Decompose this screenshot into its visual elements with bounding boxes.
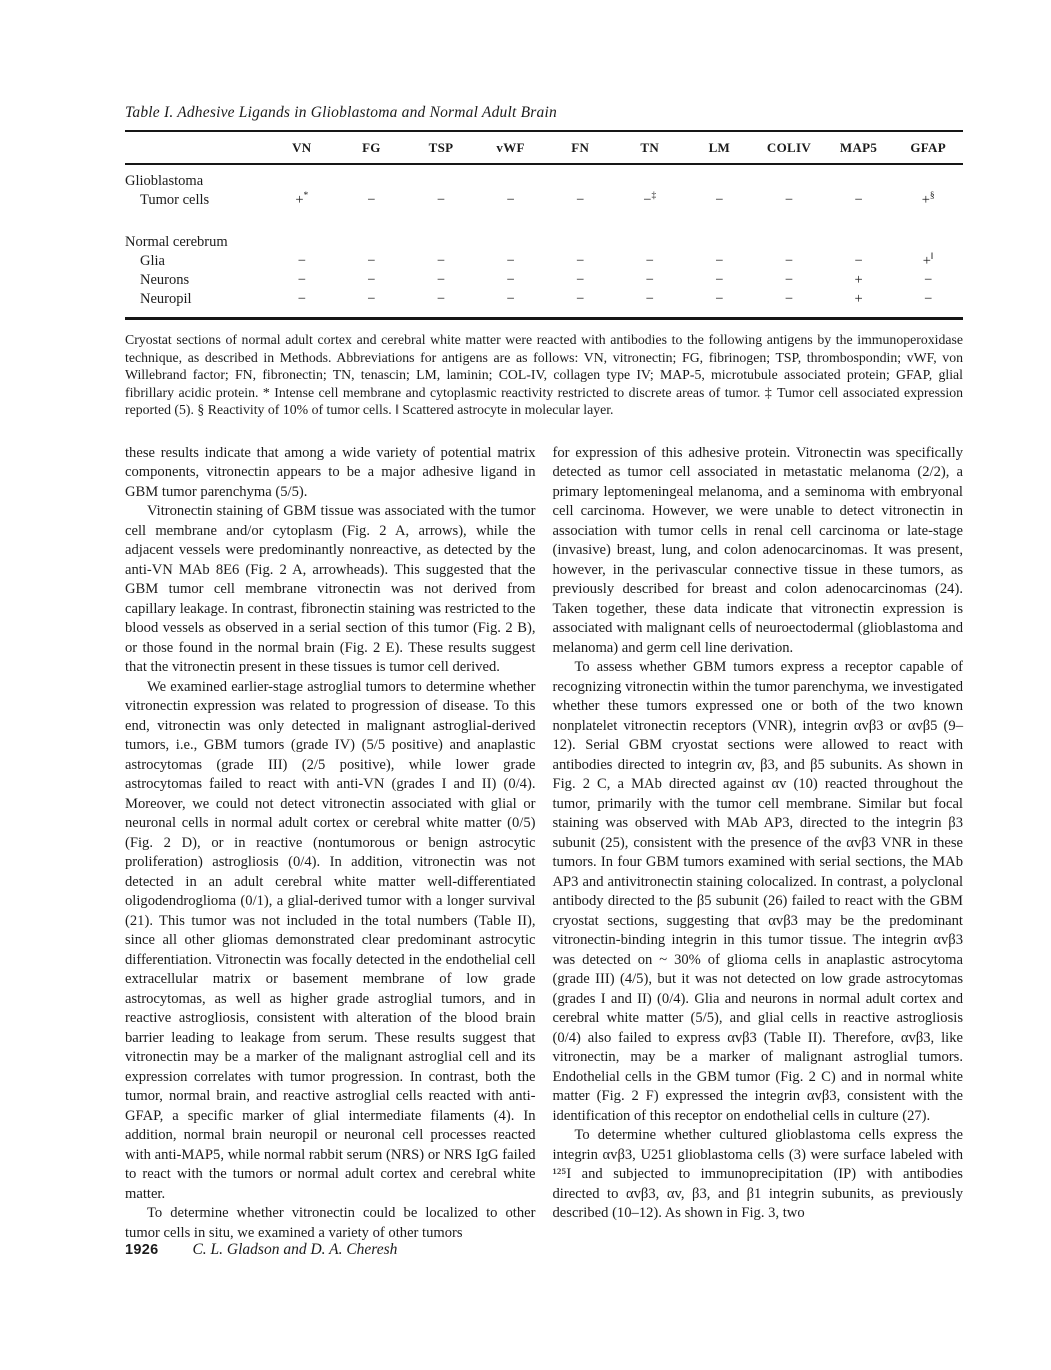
group-label-row bbox=[125, 164, 963, 191]
page-number: 1926 bbox=[125, 1242, 159, 1258]
table-cell: − bbox=[576, 192, 585, 208]
column-header: VN bbox=[267, 131, 337, 164]
table-cell: − bbox=[645, 272, 654, 288]
table-cell: − bbox=[506, 272, 515, 288]
table-row bbox=[125, 191, 963, 210]
table-row bbox=[125, 252, 963, 271]
body-text bbox=[125, 444, 963, 1244]
left-column bbox=[125, 444, 536, 1244]
table-cell: + bbox=[854, 272, 863, 288]
paragraph: To determine whether cultured glioblastoma cells express the integrin αvβ3, U251 glioblastoma cells (3) were surface labeled with ¹²⁵I and subjected to immunoprecipitation (IP) with antibodies directed to αvβ3, αv, β3, and β1 integrin subunits, as previously described (10–12). As shown in Fig. 3, two bbox=[552, 1127, 963, 1222]
row-label: Neuropil bbox=[140, 291, 192, 307]
footnote-marker: § bbox=[929, 191, 935, 202]
column-header: TN bbox=[615, 131, 685, 164]
page-footer bbox=[125, 1241, 397, 1259]
group-spacer bbox=[125, 210, 963, 226]
table-title: Table I. Adhesive Ligands in Glioblastoma and Normal Adult Brain bbox=[125, 104, 557, 121]
table-cell: − bbox=[784, 253, 794, 269]
table-cell: − bbox=[784, 272, 794, 288]
paragraph: these results indicate that among a wide variety of potential matrix components, vitronectin appears to be a major adhesive ligand in GBM tumor parenchyma (5/5). bbox=[125, 444, 536, 500]
column-header: LM bbox=[685, 131, 755, 164]
paragraph: To assess whether GBM tumors express a receptor capable of recognizing vitronectin within the tumor parenchyma, we investigated whether these tumors expressed one or both of the two known nonplatelet vitronectin receptors (VNR), integrin αvβ3 or αvβ5 (9–12). Serial GBM cryostat sections were allowed to react with antibodies directed to integrin αv, β3, and β5 subunits. As shown in Fig. 2 C, a MAb directed against αv (10) reacted throughout the tumor, primarily with the tumor cell membrane. Similar but focal staining was observed with MAb AP3, directed to the integrin β3 subunit (25), consistent with the presence of the αvβ3 VNR in these tumors. In four GBM tumors examined with serial sections, the MAb AP3 and antivitronectin staining colocalized. In contrast, a polyclonal antibody directed to the β5 subunit (26) failed to react with the GBM cryostat sections, suggesting that αvβ3 may be the predominant vitronectin-binding integrin in this tumor tissue. The integrin αvβ3 was detected on ~ 30% of glioma cells in anaplastic astrocytoma (grade III) (4/5), but it was not detected on low grade astrocytomas (grades I and II) (0/4). Glia and neurons in normal adult cortex and cerebral white matter (5/5), and glial cells in reactive astrogliosis (0/4) also failed to express αvβ3 (Table II). Therefore, αvβ3, like vitronectin, may be a marker of malignant astroglial tumors. Endothelial cells in the GBM tumor (Fig. 2 C) and in normal white matter (Fig. 2 F) expressed the integrin αvβ3, consistent with the identification of this receptor on endothelial cells in culture (27). bbox=[552, 659, 963, 1124]
column-header: TSP bbox=[406, 131, 476, 164]
paragraph: for expression of this adhesive protein. Vitronectin was specifically detected as tumor cell associated in metastatic melanoma (2/2), a primary leptomeningeal melanoma, and a seminoma with embryonal cell carcinoma. However, we were unable to detect vitronectin in association with tumor cells in renal cell carcinoma or late-stage (invasive) breast, lung, and colon adenocarcinomas. It was present, however, in the perivascular connective tissue in these tumors, as previously described for breast and colon adenocarcinomas (24). Taken together, these data indicate that vitronectin expression is associated with malignant cells of neuroectodermal (glioblastoma and melanoma) and germ cell line derivation. bbox=[552, 444, 963, 656]
table-cell: − bbox=[854, 192, 863, 208]
column-header: vWF bbox=[476, 131, 546, 164]
table-cell: + bbox=[854, 291, 863, 307]
table-head bbox=[125, 131, 963, 164]
paragraph: Vitronectin staining of GBM tissue was associated with the tumor cell membrane and/or cytoplasm (Fig. 2 A, arrows), while the adjacent vessels were predominantly nonreactive, as detected by the anti-VN MAb 8E6 (Fig. 2 A, arrowheads). This suggested that the GBM tumor cell membrane vitronectin was not derived from capillary leakage. In contrast, fibronectin staining was restricted to the blood vessels as observed in a serial section of this tumor (Fig. 2 B), or those found in the normal brain (Fig. 2 E). These results suggest that the vitronectin present in these tissues is tumor cell derived. bbox=[125, 503, 536, 676]
table-cell: − bbox=[436, 253, 446, 269]
table-cell: − bbox=[506, 192, 515, 208]
table-cell: − bbox=[506, 253, 515, 269]
table-cell: − bbox=[924, 272, 933, 288]
table-cell: − bbox=[367, 291, 376, 307]
table-cell: − bbox=[715, 272, 724, 288]
table-cell: − bbox=[645, 291, 654, 307]
table-cell: − bbox=[367, 272, 376, 288]
table-cell: − bbox=[297, 272, 306, 288]
right-column bbox=[553, 444, 964, 1244]
adhesive-ligands-table bbox=[125, 130, 963, 320]
table-cell: − bbox=[367, 253, 376, 269]
table-cell: − bbox=[436, 192, 446, 208]
table-cell: − bbox=[784, 291, 794, 307]
table-cell: − bbox=[924, 291, 933, 307]
running-authors: C. L. Gladson and D. A. Cheresh bbox=[192, 1241, 398, 1258]
table-footnote: Cryostat sections of normal adult cortex and cerebral white matter were reacted with antibodies to the following antigens by the immunoperoxidase technique, as described in Methods. Abbreviations for antigens are as follows: VN, vitronectin; FG, fibrinogen; TSP, thrombospondin; vWF, von Willebrand factor; FN, fibronectin; TN, tenascin; LM, laminin; COL-IV, collagen type IV; MAP-5, microtubule associated protein; GFAP, glial fibrillary acidic protein. * Intense cell membrane and cytoplasmic reactivity restricted to discrete areas of tumor. ‡ Tumor cell associated expression reported (5). § Reactivity of 10% of tumor cells. ‖ Scattered astrocyte in molecular layer. bbox=[125, 332, 963, 418]
paragraph: To determine whether vitronectin could be localized to other tumor cells in situ, we examined a variety of other tumors bbox=[125, 1205, 536, 1241]
table-cell: − bbox=[576, 291, 585, 307]
footnote-marker: * bbox=[303, 191, 309, 202]
column-header: MAP5 bbox=[824, 131, 894, 164]
table-header-row bbox=[125, 131, 963, 164]
row-label: Glia bbox=[140, 253, 165, 269]
table-cell: +* bbox=[295, 191, 309, 208]
table-cell: +§ bbox=[921, 191, 935, 208]
row-label: Neurons bbox=[140, 272, 190, 288]
table-cell: − bbox=[297, 291, 306, 307]
table-cell: − bbox=[576, 253, 585, 269]
table-row bbox=[125, 271, 963, 290]
table-cell: −‡ bbox=[643, 191, 657, 208]
table-body bbox=[125, 164, 963, 319]
group-label: Glioblastoma bbox=[125, 173, 204, 189]
paragraph: We examined earlier-stage astroglial tumors to determine whether vitronectin expression was related to progression of disease. To this end, vitronectin was only detected in malignant astroglial-derived tumors, i.e., GBM tumors (grade IV) (5/5 positive) and anaplastic astrocytomas (grade III) (2/5 positive), while lower grade astrocytomas failed to react with anti-VN (grades I and II) (0/4). Moreover, we could not detect vitronectin associated with glial or neuronal cells in normal adult cortex or cerebral white matter (0/5) (Fig. 2 D), or in reactive (nontumorous or benign astrocytic proliferation) astrogliosis (0/4). In addition, vitronectin was not detected in an adult cerebral white matter well-differentiated oligodendroglioma (0/1), a glial-derived tumor with a longer survival (21). This tumor was not included in the total numbers (Table II), since all other gliomas demonstrated clear predominant astrocytic differentiation. Vitronectin was focally detected in the endothelial cell extracellular matrix or basement membrane of low grade astrocytomas, as well as higher grade astroglial tumors, and in reactive astrogliosis, consistent with alteration of the blood brain barrier leading to leakage from serum. These results suggest that vitronectin may be a marker of the malignant astroglial cell and its expression correlates with tumor progression. In contrast, both the tumor, normal brain, and reactive astroglial cells reacted with anti-GFAP, a specific marker of glial intermediate filaments (4). In addition, normal brain neuropil or neuronal cell processes reacted with anti-MAP5, while normal rabbit serum (NRS) or NRS IgG failed to react with the tumors or normal adult cortex and cerebral white matter. bbox=[125, 678, 536, 1202]
table-cell: − bbox=[645, 253, 654, 269]
table-cell: − bbox=[715, 291, 724, 307]
table-cell: +‖ bbox=[922, 252, 934, 269]
column-header: COLIV bbox=[754, 131, 824, 164]
row-label: Tumor cells bbox=[140, 192, 210, 208]
table-cell: − bbox=[367, 192, 376, 208]
table-cell: − bbox=[784, 192, 794, 208]
footnote-marker: ‖ bbox=[930, 252, 934, 263]
table-cell: − bbox=[715, 253, 724, 269]
page-content bbox=[125, 104, 963, 1243]
table-cell: − bbox=[297, 253, 306, 269]
group-label: Normal cerebrum bbox=[125, 234, 228, 250]
column-header: FN bbox=[545, 131, 615, 164]
table-cell: − bbox=[436, 272, 446, 288]
table-cell: − bbox=[436, 291, 446, 307]
table-cell: − bbox=[506, 291, 515, 307]
footnote-marker: ‡ bbox=[651, 191, 657, 202]
table-cell: − bbox=[576, 272, 585, 288]
table-cell: − bbox=[854, 253, 863, 269]
group-label-row bbox=[125, 226, 963, 252]
table-cell: − bbox=[715, 192, 724, 208]
column-header: FG bbox=[337, 131, 407, 164]
column-header: GFAP bbox=[893, 131, 963, 164]
table-row bbox=[125, 290, 963, 319]
table-corner-cell bbox=[125, 131, 267, 164]
